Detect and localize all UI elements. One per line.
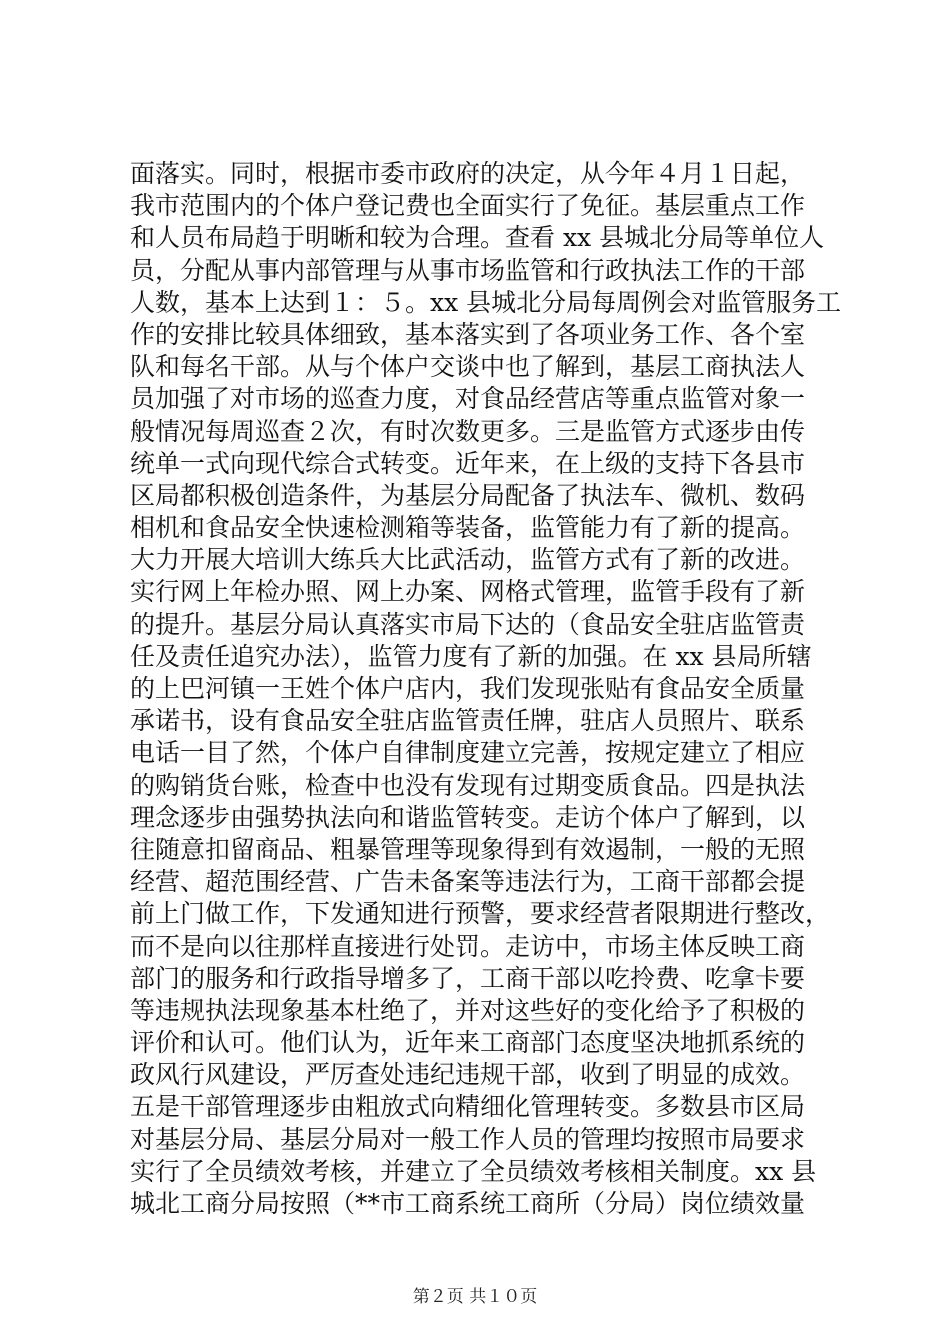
text-line: 部门的服务和行政指导增多了，工商干部以吃拎费、吃拿卡要 bbox=[130, 963, 806, 993]
text-line: 评价和认可。他们认为，近年来工商部门态度坚决地抓系统的 bbox=[130, 1028, 806, 1058]
text-line: 作的安排比较具体细致，基本落实到了各项业务工作、各个室 bbox=[130, 319, 806, 349]
text-line: 员加强了对市场的巡查力度，对食品经营店等重点监管对象一 bbox=[130, 384, 806, 414]
text-line: 实行网上年检办照、网上办案、网格式管理，监管手段有了新 bbox=[130, 577, 806, 607]
text-line: 员，分配从事内部管理与从事市场监管和行政执法工作的干部 bbox=[130, 255, 806, 285]
page-number-footer: 第２页 共１０页 bbox=[412, 1287, 538, 1307]
text-line: 往随意扣留商品、粗暴管理等现象得到有效遏制，一般的无照 bbox=[130, 834, 806, 864]
text-line: 大力开展大培训大练兵大比武活动，监管方式有了新的改进。 bbox=[130, 545, 806, 575]
text-line: 五是干部管理逐步由粗放式向精细化管理转变。多数县市区局 bbox=[130, 1092, 806, 1122]
text-line: 区局都积极创造条件，为基层分局配备了执法车、微机、数码 bbox=[130, 480, 806, 510]
text-line: 统单一式向现代综合式转变。近年来，在上级的支持下各县市 bbox=[130, 448, 806, 478]
text-line: 经营、超范围经营、广告未备案等违法行为，工商干部都会提 bbox=[130, 867, 806, 897]
text-line: 任及责任追究办法），监管力度有了新的加强。在 xx 县局所辖 bbox=[130, 641, 812, 671]
text-line: 人数，基本上达到１：５。xx 县城北分局每周例会对监管服务工 bbox=[130, 287, 842, 317]
text-line: 的提升。基层分局认真落实市局下达的（食品安全驻店监管责 bbox=[130, 609, 806, 639]
text-line: 政风行风建设，严厉查处违纪违规干部，收到了明显的成效。 bbox=[130, 1060, 806, 1090]
text-line: 和人员布局趋于明晰和较为合理。查看 xx 县城北分局等单位人 bbox=[130, 223, 825, 253]
text-line: 实行了全员绩效考核，并建立了全员绩效考核相关制度。xx 县 bbox=[130, 1156, 817, 1186]
text-line: 承诺书，设有食品安全驻店监管责任牌，驻店人员照片、联系 bbox=[130, 706, 806, 736]
text-line: 而不是向以往那样直接进行处罚。走访中，市场主体反映工商 bbox=[130, 931, 806, 961]
text-line: 队和每名干部。从与个体户交谈中也了解到，基层工商执法人 bbox=[130, 352, 806, 382]
text-line: 等违规执法现象基本杜绝了，并对这些好的变化给予了积极的 bbox=[130, 995, 806, 1025]
text-line: 城北工商分局按照（**市工商系统工商所（分局）岗位绩效量 bbox=[130, 1189, 806, 1218]
text-line: 对基层分局、基层分局对一般工作人员的管理均按照市局要求 bbox=[130, 1124, 806, 1154]
text-line: 的购销货台账，检查中也没有发现有过期变质食品。四是执法 bbox=[130, 770, 806, 800]
text-line: 面落实。同时，根据市委市政府的决定，从今年４月１日起， bbox=[130, 159, 806, 188]
text-line: 般情况每周巡查２次，有时次数更多。三是监管方式逐步由传 bbox=[130, 416, 806, 446]
text-line: 前上门做工作，下发通知进行预警，要求经营者限期进行整改， bbox=[130, 899, 831, 929]
text-line: 理念逐步由强势执法向和谐监管转变。走访个体户了解到，以 bbox=[130, 802, 806, 832]
text-line: 相机和食品安全快速检测箱等装备，监管能力有了新的提高。 bbox=[130, 513, 806, 543]
text-line: 的上巴河镇一王姓个体户店内，我们发现张贴有食品安全质量 bbox=[130, 674, 806, 703]
text-line: 我市范围内的个体户登记费也全面实行了免征。基层重点工作 bbox=[130, 191, 806, 221]
body-text bbox=[130, 158, 842, 1220]
text-line: 电话一目了然，个体户自律制度建立完善，按规定建立了相应 bbox=[130, 738, 806, 768]
